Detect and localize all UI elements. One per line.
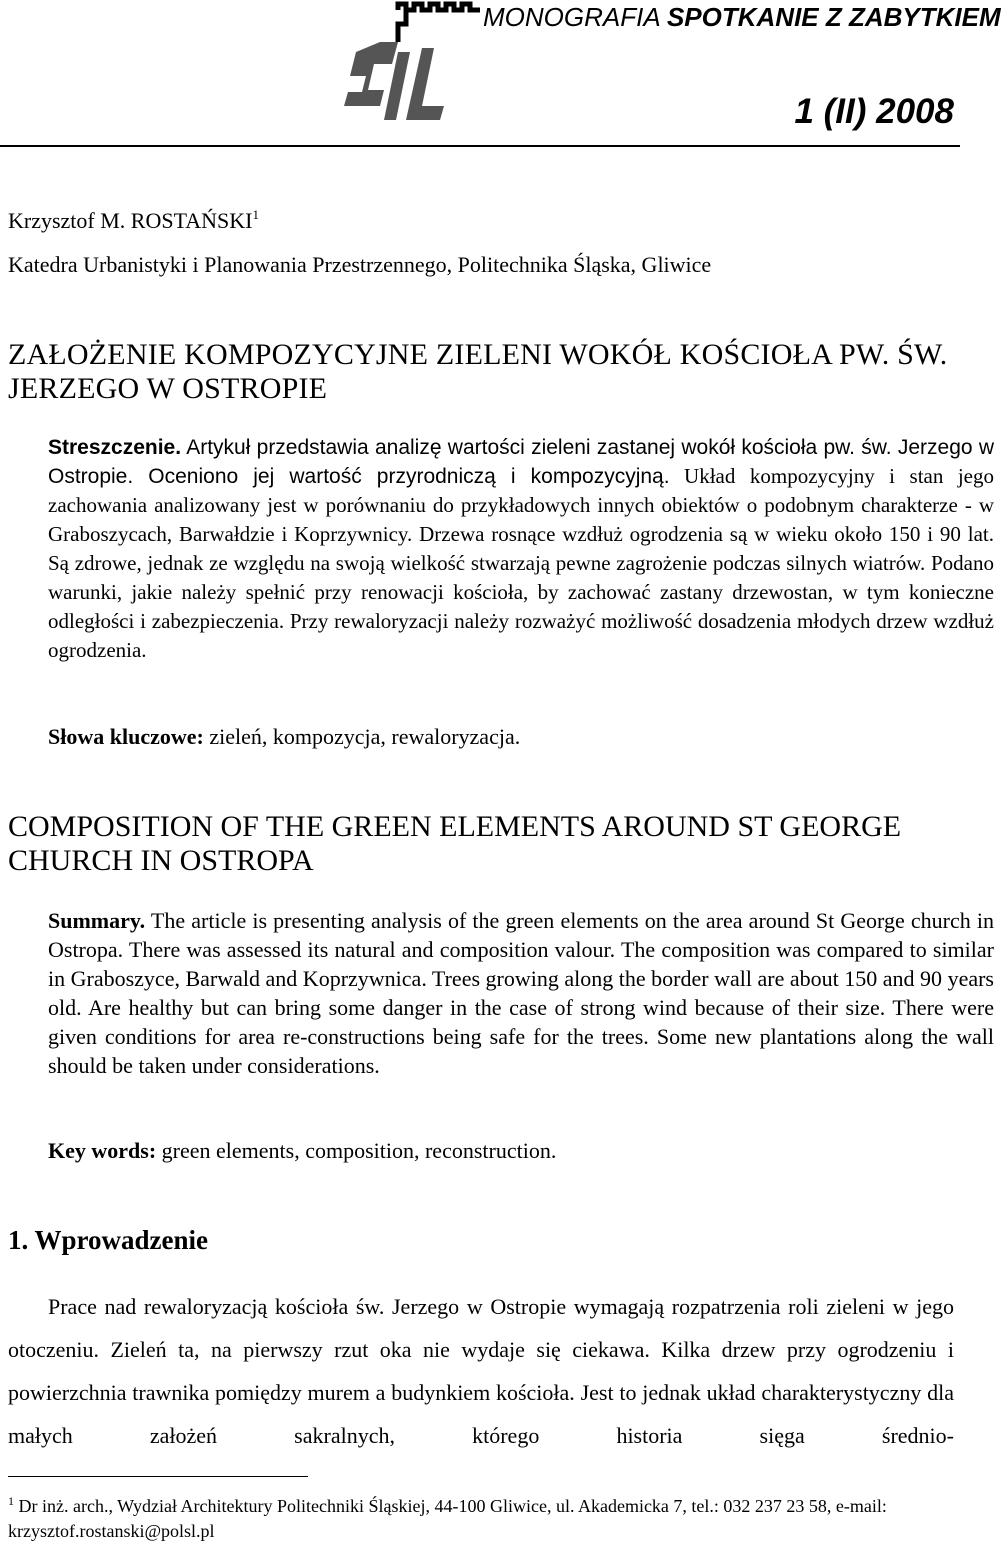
issue-number: 1 (II) 2008 bbox=[794, 92, 954, 131]
footnote-text: Dr inż. arch., Wydział Architektury Politechniki Śląskiej, 44-100 Gliwice, ul. Akademicka 7, tel.: 032 237 23 58, e-mail: krzysztof.rostanski@polsl.pl bbox=[8, 1496, 887, 1541]
section-body bbox=[8, 1285, 954, 1457]
abstract-english-label: Summary. bbox=[48, 908, 146, 933]
keywords-english-label: Key words: bbox=[48, 1138, 157, 1163]
title-english: COMPOSITION OF THE GREEN ELEMENTS AROUND ST GEORGE CHURCH IN OSTROPA bbox=[8, 810, 902, 877]
section-body-text: Prace nad rewaloryzacją kościoła św. Jerzego w Ostropie wymagają rozpatrzenia roli zieleni w jego otoczeniu. Zieleń ta, na pierwszy rzut oka nie wydaje się ciekawa. Kilka drzew przy ogrodzeniu i powierzchnia trawnika pomiędzy murem a budynkiem kościoła. Jest to jednak układ charakterystyczny dla małych założeń sakralnych, którego historia sięga średnio- bbox=[8, 1294, 954, 1448]
keywords-english-text: green elements, composition, reconstruction. bbox=[156, 1138, 557, 1163]
section-heading: 1. Wprowadzenie bbox=[8, 1225, 209, 1255]
abstract-english-text: The article is presenting analysis of the green elements on the area around St George church in Ostropa. There was assessed its natural and composition valour. The composition was compared to similar in Graboszyce, Barwald and Koprzywnica. Trees growing along the border wall are about 150 and 90 years old. Are healthy but can bring some danger in the case of strong wind because of their size. There were given conditions for area re-constructions being safe for the trees. Some new plantations along the wall should be taken under considerations. bbox=[48, 908, 994, 1078]
abstract-english bbox=[8, 906, 994, 1080]
footnote bbox=[8, 1489, 954, 1544]
keywords-polish bbox=[48, 724, 520, 750]
abstract-polish-label: Streszczenie. bbox=[48, 436, 182, 459]
series-title-bold: SPOTKANIE Z ZABYTKIEM bbox=[666, 2, 1001, 32]
abstract-polish-text-b: Układ kompozycyjny i stan jego zachowania analizowany jest w porównaniu do przykładowych innych obiektów o podobnym charakterze - w Graboszycach, Barwałdzie i Koprzywnicy. Drzewa rosnące wzdłuż ogrodzenia są w wieku około 150 i 90 lat. Są zdrowe, jednak ze względu na swoją wielkość stwarzają pewne zagrożenie podczas silnych wiatrów. Podano warunki, jakie należy spełnić przy renowacji kościoła, by zachować zastany drzewostan, w tym konieczne odległości i zabezpieczenia. Przy rewaloryzacji należy rozważyć możliwość dosadzenia młodych drzew wzdłuż ogrodzenia. bbox=[48, 464, 994, 662]
abstract-polish-text-a: Artykuł przedstawia analizę wartości zieleni zastanej wokół kościoła pw. św. Jerzego w Ostropie. Oceniono jej wartość przyrodniczą i kompozycyjną. bbox=[48, 436, 994, 488]
author-name bbox=[8, 207, 259, 234]
series-title bbox=[483, 2, 1001, 33]
keywords-polish-label: Słowa kluczowe: bbox=[48, 724, 204, 749]
keywords-english bbox=[48, 1138, 556, 1164]
footnote-divider bbox=[8, 1476, 308, 1477]
footnote-mark: 1 bbox=[8, 1494, 14, 1508]
author-affiliation: Katedra Urbanistyki i Planowania Przestrzennego, Politechnika Śląska, Gliwice bbox=[8, 252, 712, 277]
author-name-text: Krzysztof M. ROSTAŃSKI bbox=[8, 208, 253, 233]
series-title-normal: MONOGRAFIA bbox=[483, 2, 660, 32]
abstract-polish bbox=[8, 433, 994, 665]
keywords-polish-text: zieleń, kompozycja, rewaloryzacja. bbox=[203, 724, 521, 749]
author-footnote-mark: 1 bbox=[252, 207, 260, 222]
title-polish: ZAŁOŻENIE KOMPOZYCYJNE ZIELENI WOKÓŁ KOŚCIOŁA PW. ŚW. JERZEGO W OSTROPIE bbox=[8, 338, 948, 405]
header-divider bbox=[0, 145, 960, 147]
journal-logo bbox=[340, 2, 480, 132]
